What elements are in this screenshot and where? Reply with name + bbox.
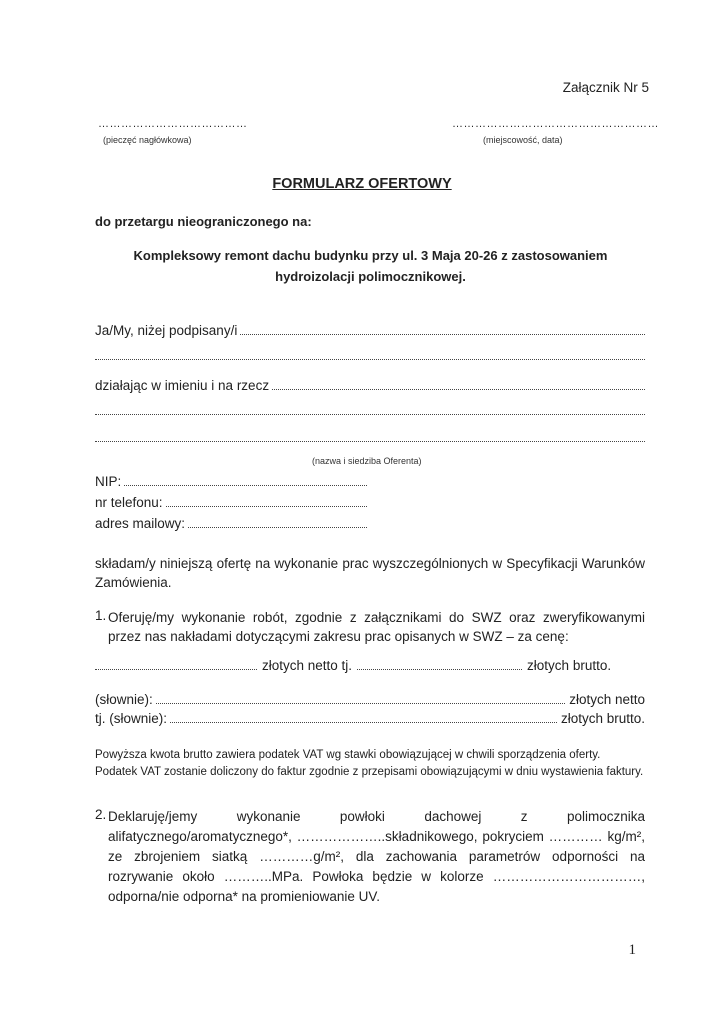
stamp-caption: (pieczęć nagłówkowa) — [103, 135, 192, 145]
place-date-caption: (miejscowość, data) — [483, 135, 563, 145]
email-label: adres mailowy: — [95, 516, 186, 531]
acting-row — [95, 378, 645, 393]
nip-field[interactable] — [124, 474, 367, 486]
words-end-1: złotych netto — [569, 692, 645, 707]
item2-number: 2. — [95, 807, 107, 822]
acting-field[interactable] — [272, 378, 645, 390]
offeror-caption: (nazwa i siedziba Oferenta) — [312, 456, 422, 466]
form-title: FORMULARZ OFERTOWY — [272, 176, 452, 192]
email-field[interactable] — [188, 516, 367, 528]
words-label-1: (słownie): — [95, 692, 153, 707]
item1-text: Oferuję/my wykonanie robót, zgodnie z załącznikami do SWZ oraz zweryfikowanymi przez nas nakładami dotyczącymi zakresu prac opisanych w SWZ – za cenę: — [108, 610, 645, 644]
stamp-dots: ………………………………… — [98, 118, 248, 130]
acting-field-3[interactable] — [95, 440, 645, 442]
phone-label: nr telefonu: — [95, 495, 163, 510]
net-price-field[interactable] — [95, 658, 257, 670]
gross-price-field[interactable] — [357, 658, 522, 670]
item2-text: Deklaruję/jemy wykonanie powłoki dachowej z polimocznika alifatycznego/aromatycznego*, ………………..składnikowego, pokryciem ………… kg/m², ze zbrojeniem siatką …………g/m², dla zachowania parametrów odporności na rozrywanie około ………..MPa. Powłoka będzie w kolorze ……………………………, odporna/nie odporna* na promieniowanie UV. — [108, 809, 645, 904]
nip-label: NIP: — [95, 474, 122, 489]
words-gross-row — [95, 711, 645, 726]
signatory-label: Ja/My, niżej podpisany/i — [95, 323, 238, 338]
acting-field-2[interactable] — [95, 413, 645, 415]
signatory-field-2[interactable] — [95, 358, 645, 360]
offer-statement: składam/y niniejszą ofertę na wykonanie prac wyszczególnionych w Specyfikacji Warunków Zamówienia. — [95, 556, 645, 590]
net-label: złotych netto tj. — [262, 658, 353, 673]
signatory-field[interactable] — [240, 323, 645, 335]
gross-label: złotych brutto. — [527, 658, 612, 673]
place-date-dots: ……………………………………………… — [452, 118, 659, 130]
email-row — [95, 516, 367, 531]
phone-row — [95, 495, 367, 510]
annex-label: Załącznik Nr 5 — [562, 80, 649, 95]
tender-subject: Kompleksowy remont dachu budynku przy ul. 3 Maja 20-26 z zastosowaniem hydroizolacji polimocznikowej. — [133, 248, 608, 284]
tender-intro: do przetargu nieograniczonego na: — [95, 214, 312, 229]
words-label-2: tj. (słownie): — [95, 711, 168, 726]
page-number: 1 — [628, 942, 636, 958]
words-gross-field[interactable] — [170, 711, 557, 723]
vat-note: Powyższa kwota brutto zawiera podatek VAT wg stawki obowiązującej w chwili sporządzenia oferty. Podatek VAT zostanie doliczony do faktur zgodnie z przepisami obowiązującymi w dniu wystawienia faktury. — [95, 749, 644, 778]
item1-number: 1. — [95, 608, 107, 623]
phone-field[interactable] — [166, 495, 367, 507]
words-net-field[interactable] — [156, 692, 565, 704]
words-net-row — [95, 692, 645, 707]
price-row — [95, 658, 645, 673]
signatory-row — [95, 323, 645, 338]
nip-row — [95, 474, 367, 489]
acting-label: działając w imieniu i na rzecz — [95, 378, 270, 393]
words-end-2: złotych brutto. — [560, 711, 645, 726]
